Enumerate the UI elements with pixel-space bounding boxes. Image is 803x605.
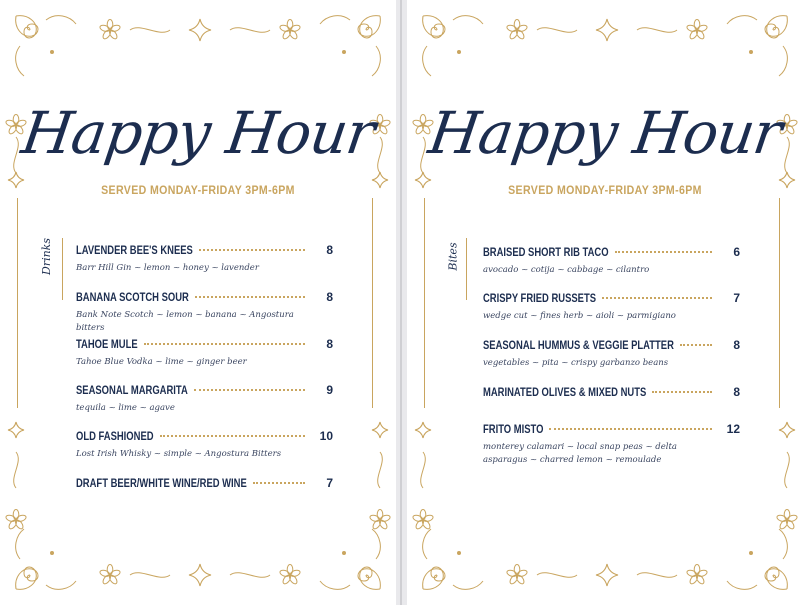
menu-item [76, 383, 333, 415]
page-divider [400, 0, 402, 605]
flower-ornament [279, 565, 301, 586]
menu-item [76, 476, 333, 490]
swirl-line [537, 28, 577, 33]
flower-ornament [99, 565, 121, 586]
menu-item [76, 290, 333, 335]
dotted-leader [144, 343, 305, 345]
dotted-leader [199, 249, 305, 251]
item-description: avocado ~ cotija ~ cabbage ~ cilantro [483, 265, 650, 275]
item-description: wedge cut ~ fines herb ~ aioli ~ parmigiano [483, 311, 676, 321]
swirl-line [130, 573, 170, 578]
star-ornament [779, 422, 795, 438]
dotted-leader [680, 344, 712, 346]
item-price: 8 [733, 338, 740, 352]
right-rule-line [779, 198, 780, 408]
item-description: Barr Hill Gin ~ lemon ~ honey ~ lavender [76, 263, 259, 273]
item-price: 9 [326, 383, 333, 397]
item-price: 8 [326, 290, 333, 304]
item-name: OLD FASHIONED [76, 431, 154, 443]
scroll-ornament [423, 529, 483, 589]
star-ornament [8, 422, 24, 438]
menu-item [483, 245, 740, 277]
page-title: Happy Hour [17, 99, 379, 167]
item-price: 8 [326, 337, 333, 351]
swirl-line [637, 573, 677, 578]
page-subtitle: SERVED MONDAY-FRIDAY 3PM-6PM [508, 185, 702, 197]
flower-ornament [686, 20, 708, 41]
item-price: 7 [326, 476, 333, 490]
item-price: 7 [733, 291, 740, 305]
menu-page-drinks [0, 0, 396, 605]
item-price: 8 [326, 243, 333, 257]
menu-page-bites [407, 0, 803, 605]
item-name: TAHOE MULE [76, 339, 138, 351]
item-name: SEASONAL HUMMUS & VEGGIE PLATTER [483, 340, 674, 352]
scroll-ornament [320, 529, 380, 589]
star-ornament [415, 422, 431, 438]
item-price: 12 [726, 422, 740, 436]
section-divider-line [62, 238, 63, 300]
flower-ornament [99, 20, 121, 41]
scroll-ornament [16, 529, 76, 589]
item-description: Lost Irish Whisky ~ simple ~ Angostura Bitters [76, 449, 282, 459]
flower-ornament [412, 510, 434, 531]
scroll-ornament [16, 16, 76, 76]
swirl-line [230, 28, 270, 33]
flower-ornament [279, 20, 301, 41]
item-description: vegetables ~ pita ~ crispy garbanzo beans [483, 358, 669, 368]
item-name: SEASONAL MARGARITA [76, 385, 188, 397]
item-price: 6 [733, 245, 740, 259]
item-description: monterey calamari ~ local snap peas ~ delta asparagus ~ charred lemon ~ remoulade [483, 442, 677, 465]
menu-item [483, 385, 740, 399]
item-price: 8 [733, 385, 740, 399]
menu-item [76, 429, 333, 461]
menu-item [76, 243, 333, 275]
star-ornament [596, 564, 618, 586]
dotted-leader [195, 296, 305, 298]
swirl-line [14, 452, 19, 488]
menu-item [76, 337, 333, 369]
dotted-leader [602, 297, 712, 299]
section-label: Drinks [40, 238, 53, 275]
section-divider-line [466, 238, 467, 300]
item-name: FRITO MISTO [483, 424, 544, 436]
item-name: CRISPY FRIED RUSSETS [483, 293, 597, 305]
flower-ornament [369, 510, 391, 531]
item-description: Tahoe Blue Vodka ~ lime ~ ginger beer [76, 357, 247, 367]
menu-item [483, 422, 740, 467]
dotted-leader [615, 251, 712, 253]
menu-item [483, 338, 740, 370]
item-name: MARINATED OLIVES & MIXED NUTS [483, 387, 647, 399]
star-ornament [189, 564, 211, 586]
star-ornament [372, 422, 388, 438]
swirl-line [537, 573, 577, 578]
swirl-line [785, 452, 790, 488]
dotted-leader [549, 428, 712, 430]
swirl-line [637, 28, 677, 33]
item-price: 10 [319, 429, 333, 443]
scroll-ornament [727, 529, 787, 589]
flower-ornament [506, 20, 528, 41]
item-name: DRAFT BEER/WHITE WINE/RED WINE [76, 478, 247, 490]
menu-item [483, 291, 740, 323]
item-description: tequila ~ lime ~ agave [76, 403, 175, 413]
dotted-leader [253, 482, 305, 484]
swirl-line [378, 452, 383, 488]
flower-ornament [506, 565, 528, 586]
dotted-leader [160, 435, 305, 437]
dotted-leader [652, 391, 712, 393]
star-ornament [189, 19, 211, 41]
swirl-line [421, 452, 426, 488]
item-name: BANANA SCOTCH SOUR [76, 292, 189, 304]
left-rule-line [424, 198, 425, 408]
flower-ornament [776, 510, 798, 531]
section-label: Bites [446, 242, 460, 271]
page-title: Happy Hour [424, 99, 786, 167]
star-ornament [596, 19, 618, 41]
swirl-line [230, 573, 270, 578]
left-rule-line [17, 198, 18, 408]
item-description: Bank Note Scotch ~ lemon ~ banana ~ Angostura bitters [76, 310, 294, 333]
flower-ornament [686, 565, 708, 586]
right-rule-line [372, 198, 373, 408]
item-name: BRAISED SHORT RIB TACO [483, 247, 609, 259]
scroll-ornament [423, 16, 483, 76]
flower-ornament [5, 510, 27, 531]
page-subtitle: SERVED MONDAY-FRIDAY 3PM-6PM [101, 185, 295, 197]
dotted-leader [194, 389, 305, 391]
item-name: LAVENDER BEE'S KNEES [76, 245, 193, 257]
scroll-ornament [727, 16, 787, 76]
scroll-ornament [320, 16, 380, 76]
swirl-line [130, 28, 170, 33]
